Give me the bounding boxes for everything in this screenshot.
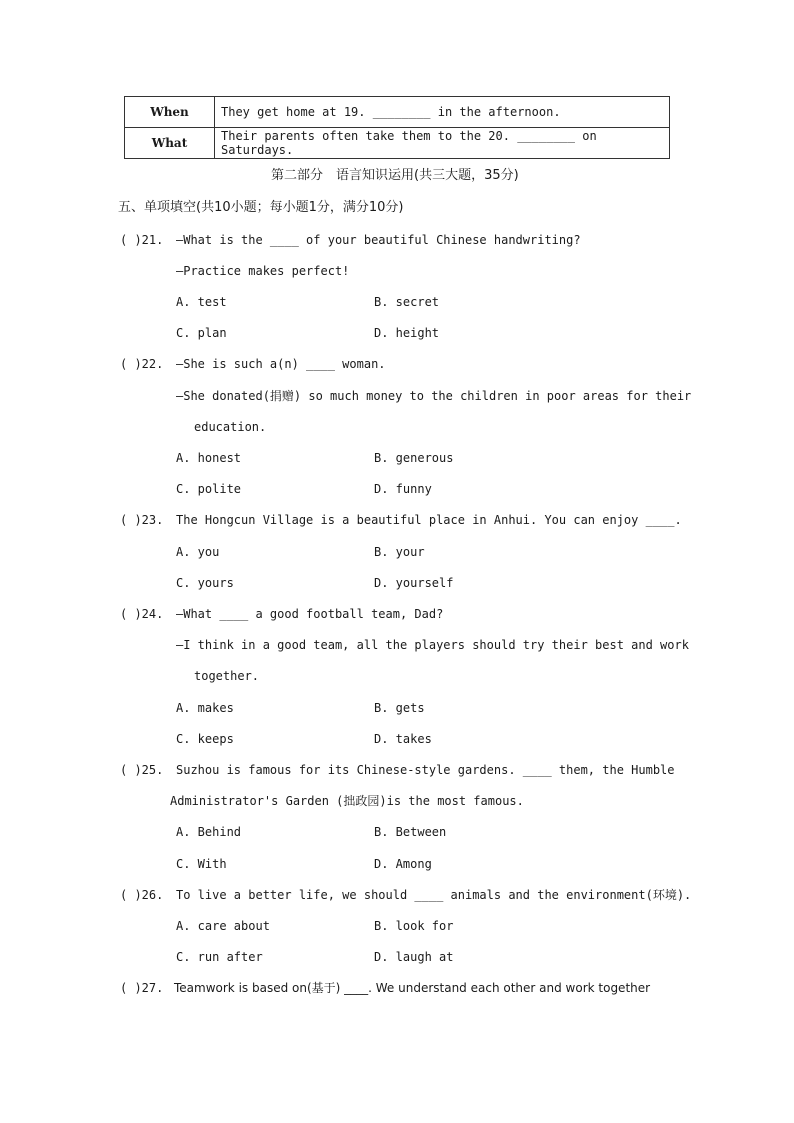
option-a: A. honest: [176, 451, 242, 465]
table-row: [125, 97, 670, 128]
question-text: —She donated(捐赠) so much money to the children in poor areas for their: [176, 389, 692, 403]
option-d: D. laugh at: [374, 950, 454, 964]
option-a: A. care about: [176, 919, 270, 933]
question-text: together.: [194, 669, 260, 683]
option-d: D. takes: [374, 732, 432, 746]
option-c: C. polite: [176, 482, 242, 496]
question-number: ( )24.: [120, 607, 164, 621]
option-d: D. yourself: [374, 576, 454, 590]
option-a: A. you: [176, 545, 220, 559]
option-c: C. plan: [176, 326, 227, 340]
question-number: ( )21.: [120, 233, 164, 247]
option-b: B. secret: [374, 295, 440, 309]
question-text: Teamwork is based on(基于) ____. We understand each other and work together: [174, 981, 651, 995]
table-row: [125, 128, 670, 159]
section-title: 五、单项填空(共10小题；每小题1分，满分10分): [118, 200, 404, 215]
option-b: B. gets: [374, 701, 425, 715]
question-text: —Practice makes perfect!: [176, 264, 350, 278]
option-a: A. test: [176, 295, 227, 309]
question-text: —What is the ____ of your beautiful Chinese handwriting?: [176, 233, 581, 247]
question-text: —I think in a good team, all the players should try their best and work: [176, 638, 689, 652]
question-number: ( )26.: [120, 888, 164, 902]
table-head-cell: When: [125, 97, 215, 128]
table-text-cell: Their parents often take them to the 20. ________ on Saturdays.: [215, 128, 670, 159]
question-text: —She is such a(n) ____ woman.: [176, 357, 386, 371]
table-text-cell: They get home at 19. ________ in the afternoon.: [215, 97, 670, 128]
option-c: C. keeps: [176, 732, 234, 746]
option-d: D. height: [374, 326, 440, 340]
option-d: D. funny: [374, 482, 432, 496]
question-text: —What ____ a good football team, Dad?: [176, 607, 444, 621]
question-number: ( )22.: [120, 357, 164, 371]
table-head-cell: What: [125, 128, 215, 159]
option-c: C. run after: [176, 950, 263, 964]
option-c: C. With: [176, 857, 227, 871]
question-text: education.: [194, 420, 267, 434]
option-a: A. Behind: [176, 825, 242, 839]
question-text: Suzhou is famous for its Chinese-style gardens. ____ them, the Humble: [176, 763, 675, 777]
option-a: A. makes: [176, 701, 234, 715]
part-title: 第二部分 语言知识运用(共三大题，35分): [271, 168, 519, 183]
question-text: To live a better life, we should ____ animals and the environment(环境).: [176, 888, 692, 902]
option-d: D. Among: [374, 857, 432, 871]
option-b: B. look for: [374, 919, 454, 933]
option-b: B. your: [374, 545, 425, 559]
question-number: ( )25.: [120, 763, 164, 777]
info-table: [124, 96, 670, 159]
question-number: ( )23.: [120, 513, 164, 527]
option-b: B. generous: [374, 451, 454, 465]
option-b: B. Between: [374, 825, 447, 839]
question-number: ( )27.: [120, 981, 164, 995]
question-text: Administrator's Garden (拙政园)is the most famous.: [170, 794, 524, 808]
option-c: C. yours: [176, 576, 234, 590]
question-text: The Hongcun Village is a beautiful place in Anhui. You can enjoy ____.: [176, 513, 682, 527]
